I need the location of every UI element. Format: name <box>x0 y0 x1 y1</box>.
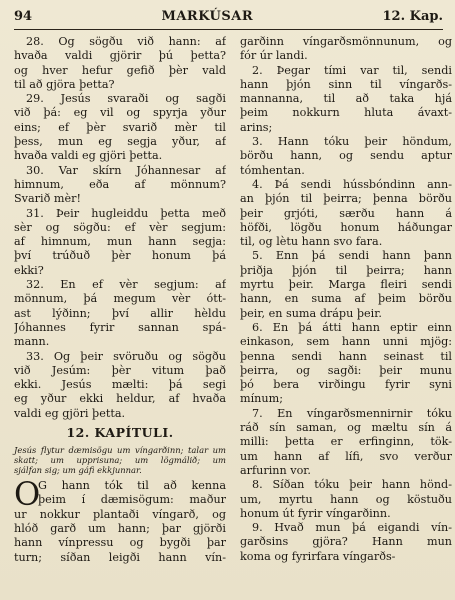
left-column <box>14 35 226 565</box>
text-line: þeim í dæmisögum: maður <box>38 493 226 507</box>
text-line: hann vínpressu og bygði þar <box>14 536 226 550</box>
text-line: 2. Þegar tími var til, sendi <box>252 63 452 77</box>
text-line: 9. Hvað mun þá eigandi vín- <box>252 521 452 535</box>
text-line: hlóð garð um hann; þar gjörði <box>14 521 226 535</box>
text-line: eins; ef þèr svarið mèr til <box>14 120 226 134</box>
text-line: mínum; <box>240 392 283 406</box>
text-line: 6. En þá átti hann eptir einn <box>252 320 452 334</box>
text-line: 3. Hann tóku þeir höndum, <box>252 135 452 149</box>
text-line: þenna sendi hann seinast til <box>240 349 452 363</box>
text-line: höfði, lögðu honum háðungar <box>240 220 452 234</box>
text-line: garðinn víngarðsmönnunum, og <box>240 35 452 48</box>
right-column <box>240 35 452 564</box>
text-line: við þá: eg vil og spyrja yður <box>14 106 226 120</box>
text-line: 32. En ef vèr segjum: af <box>26 278 226 292</box>
summary-line: skatt; um upprisuna; um lögmálið; um <box>14 455 226 466</box>
text-line: þeirra, og sagði: þeir munu <box>240 363 452 377</box>
text-line: um hann af lífi, svo verður <box>240 449 452 463</box>
text-line: þeir grjóti, særðu hann á <box>240 206 452 220</box>
text-line: þess, mun eg segja yður, af <box>14 135 226 149</box>
text-line: Jóhannes fyrir sannan spá- <box>14 320 226 334</box>
text-line: ur nokkur plantaði víngarð, og <box>14 507 226 521</box>
summary-line: Jesús flytur dæmisögu um víngarðinn; talar um <box>14 445 226 456</box>
text-line: mönnum, þá megum vèr ótt- <box>14 292 226 306</box>
text-line: ekki. Jesús mælti: þá segi <box>14 378 226 392</box>
text-line: himnum, eða af mönnum? <box>14 177 226 191</box>
text-line: því trúðuð þèr honum þá <box>14 249 226 263</box>
header-rule <box>14 29 443 30</box>
text-line: þriðja þjón til þeirra; hann <box>240 263 452 277</box>
left-column-text <box>14 35 226 421</box>
text-line: 8. Síðan tóku þeir hann hönd- <box>252 478 452 492</box>
text-line: arfurinn vor. <box>240 463 311 477</box>
text-line: 30. Var skírn Jóhannesar af <box>26 163 226 177</box>
text-line: einkason, sem hann unni mjög: <box>240 335 452 349</box>
text-line: 33. Og þeir svöruðu og sögðu <box>26 349 226 363</box>
text-line: G hann tók til að kenna <box>38 479 226 493</box>
chapter-label: 12. Kap. <box>382 9 443 24</box>
text-line: 4. Þá sendi hússbóndinn ann- <box>252 177 452 191</box>
text-line: hvaða valdi gjörir þú þetta? <box>14 49 226 63</box>
text-line: af himnum, mun hann segja: <box>14 235 226 249</box>
chapter-opening <box>14 475 226 565</box>
text-line: koma og fyrirfara víngarðs- <box>240 549 396 563</box>
text-line: garðsins gjöra? Hann mun <box>240 535 452 549</box>
text-line: um, myrtu hann og köstuðu <box>240 492 452 506</box>
text-line: mann. <box>14 335 50 349</box>
text-line: 31. Þeir hugleiddu þetta með <box>26 206 226 220</box>
chapter-summary <box>14 445 226 475</box>
chapter-heading: 12. KAPÍTULI. <box>66 425 174 441</box>
text-line: arins; <box>240 120 273 134</box>
summary-line: sjálfan sig; um gáfi ekkjunnar. <box>14 465 142 476</box>
text-line: 28. Og sögðu við hann: af <box>26 35 226 48</box>
page-header <box>14 9 443 27</box>
text-line: og hver hefur gefið þèr vald <box>14 63 226 77</box>
text-line: 5. Enn þá sendi hann þann <box>252 249 452 263</box>
text-line: ast lýðinn; því allir hèldu <box>14 306 226 320</box>
drop-cap: O <box>14 475 41 514</box>
text-line: tómhentan. <box>240 163 305 177</box>
text-line: til, og lètu hann svo fara. <box>240 235 383 249</box>
text-line: ekki? <box>14 263 44 277</box>
text-line: turn; síðan leigði hann vín- <box>14 550 226 564</box>
text-line: 29. Jesús svaraði og sagði <box>26 92 226 106</box>
text-line: eg yður ekki heldur, af hvaða <box>14 392 226 406</box>
text-line: milli: þetta er erfinginn, tök- <box>240 435 452 449</box>
right-column-text <box>240 35 452 564</box>
text-line: við Jesúm: þèr vitum það <box>14 363 226 377</box>
text-line: Svarið mèr! <box>14 192 81 206</box>
text-line: þeir, en suma drápu þeir. <box>240 306 382 320</box>
text-line: mannanna, til að taka hjá <box>240 92 452 106</box>
text-line: honum út fyrir víngarðinn. <box>240 506 391 520</box>
text-line: hvaða valdi eg gjöri þetta. <box>14 149 163 163</box>
text-line: myrtu þeir. Marga fleiri sendi <box>240 278 452 292</box>
text-line: valdi eg gjöri þetta. <box>14 406 126 420</box>
page-number: 94 <box>14 9 33 24</box>
text-line: hann þjón sinn til víngarðs- <box>240 77 452 91</box>
text-line: an þjón til þeirra; þenna börðu <box>240 192 452 206</box>
text-line: hann, en suma af þeim börðu <box>240 292 452 306</box>
text-line: þeim nokkurn hluta ávaxt- <box>240 106 452 120</box>
text-line: til að gjöra þetta? <box>14 77 115 91</box>
text-line: börðu hann, og sendu aptur <box>240 149 452 163</box>
text-line: fór úr landi. <box>240 49 308 63</box>
running-title: MARKÚSAR <box>161 9 254 24</box>
text-line: 7. En víngarðsmennirnir tóku <box>252 406 452 420</box>
text-line: þó bera virðingu fyrir syni <box>240 378 452 392</box>
text-line: sèr og sögðu: ef vèr segjum: <box>14 220 226 234</box>
text-line: ráð sín saman, og mæltu sín á <box>240 421 452 435</box>
